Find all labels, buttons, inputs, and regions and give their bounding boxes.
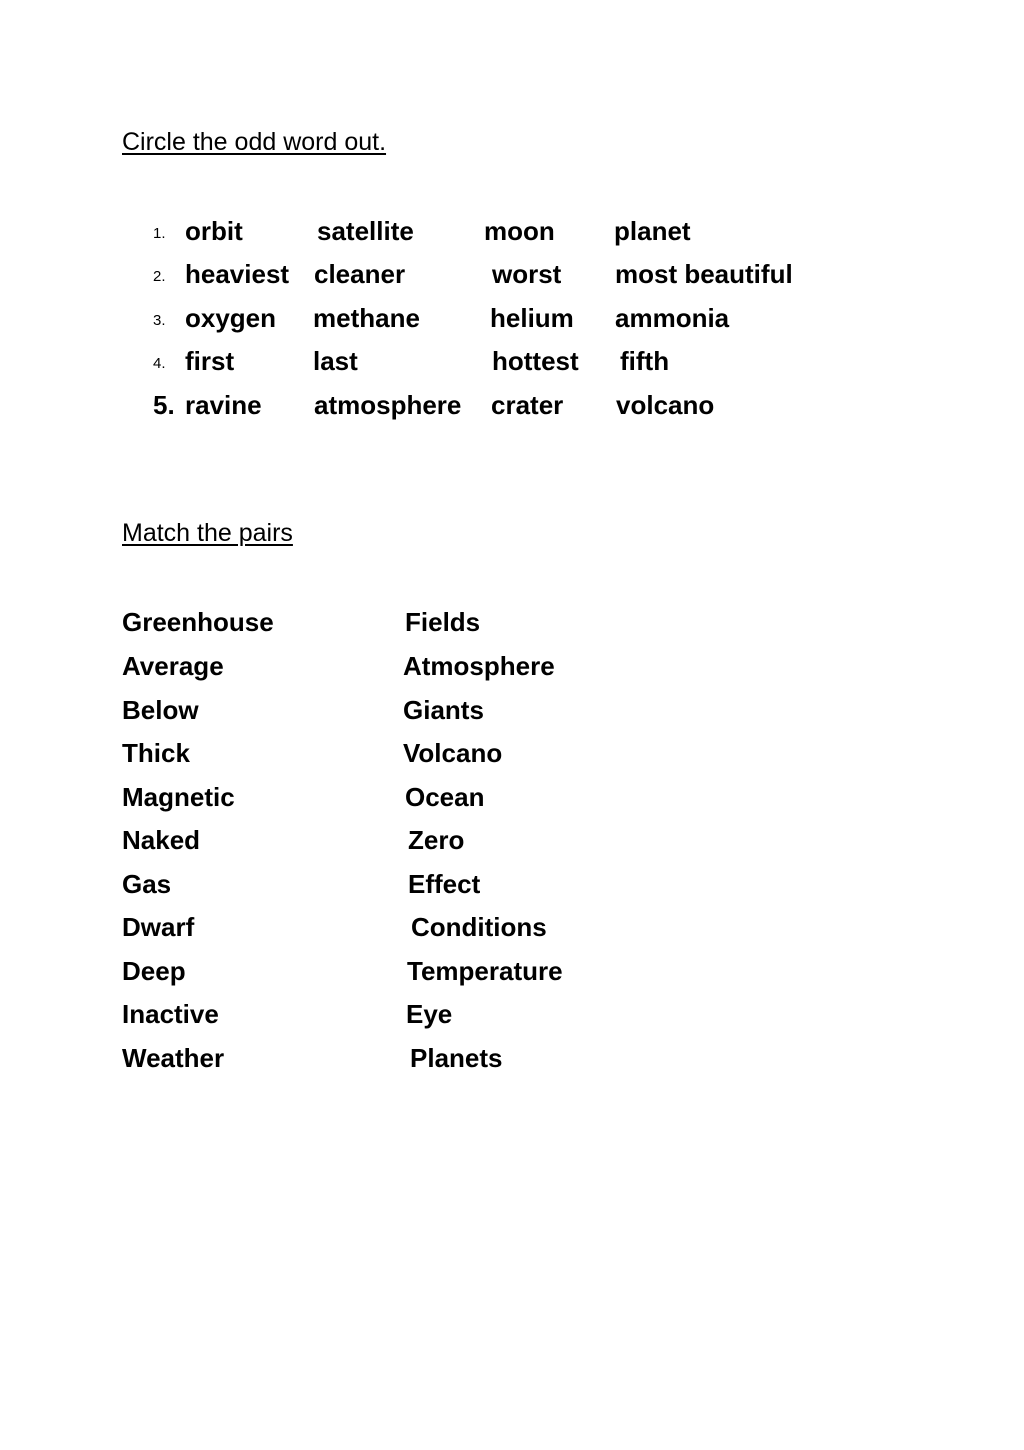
word: planet bbox=[614, 216, 691, 246]
word: crater bbox=[491, 390, 564, 420]
row-number: 5. bbox=[153, 390, 175, 420]
word: most beautiful bbox=[615, 259, 793, 289]
word: methane bbox=[313, 303, 420, 333]
pair-row bbox=[0, 607, 1024, 641]
pair-right: Temperature bbox=[407, 956, 563, 986]
pair-left: Below bbox=[122, 695, 199, 725]
pair-right: Atmosphere bbox=[403, 651, 555, 681]
pair-left: Thick bbox=[122, 738, 190, 768]
pair-row bbox=[0, 651, 1024, 685]
pair-row bbox=[0, 956, 1024, 990]
word: heaviest bbox=[185, 259, 290, 289]
pair-left: Deep bbox=[122, 956, 186, 986]
word: helium bbox=[490, 303, 574, 333]
word: hottest bbox=[492, 346, 579, 376]
odd-word-row bbox=[0, 216, 1024, 250]
word: worst bbox=[492, 259, 562, 289]
pair-right: Planets bbox=[410, 1043, 503, 1073]
row-number: 2. bbox=[153, 268, 166, 285]
pair-row bbox=[0, 869, 1024, 903]
odd-word-row bbox=[0, 259, 1024, 293]
pair-left: Weather bbox=[122, 1043, 225, 1073]
pair-left: Greenhouse bbox=[122, 607, 274, 637]
pair-row bbox=[0, 912, 1024, 946]
pair-left: Inactive bbox=[122, 999, 219, 1029]
section-heading-odd-word-out: Circle the odd word out. bbox=[122, 128, 387, 156]
word: fifth bbox=[620, 346, 670, 376]
pair-row bbox=[0, 695, 1024, 729]
word: satellite bbox=[317, 216, 414, 246]
pair-row bbox=[0, 999, 1024, 1033]
pair-left: Gas bbox=[122, 869, 172, 899]
row-number: 1. bbox=[153, 225, 166, 242]
pair-right: Zero bbox=[408, 825, 465, 855]
row-number: 4. bbox=[153, 355, 166, 372]
word: orbit bbox=[185, 216, 243, 246]
word: cleaner bbox=[314, 259, 406, 289]
pair-right: Giants bbox=[403, 695, 484, 725]
section-heading-match-pairs: Match the pairs bbox=[122, 519, 293, 547]
pair-right: Effect bbox=[408, 869, 481, 899]
word: oxygen bbox=[185, 303, 277, 333]
pair-row bbox=[0, 825, 1024, 859]
word: first bbox=[185, 346, 235, 376]
pair-right: Fields bbox=[405, 607, 481, 637]
pair-right: Ocean bbox=[405, 782, 485, 812]
word: ammonia bbox=[615, 303, 730, 333]
odd-word-row bbox=[0, 346, 1024, 380]
word: moon bbox=[484, 216, 555, 246]
word: atmosphere bbox=[314, 390, 462, 420]
pair-right: Conditions bbox=[411, 912, 547, 942]
pair-row bbox=[0, 1043, 1024, 1077]
row-number: 3. bbox=[153, 312, 166, 329]
pair-left: Magnetic bbox=[122, 782, 235, 812]
word: volcano bbox=[616, 390, 715, 420]
pair-row bbox=[0, 738, 1024, 772]
pair-left: Dwarf bbox=[122, 912, 195, 942]
word: last bbox=[313, 346, 358, 376]
odd-word-row bbox=[0, 303, 1024, 337]
odd-word-row bbox=[0, 390, 1024, 424]
pair-left: Naked bbox=[122, 825, 201, 855]
pair-row bbox=[0, 782, 1024, 816]
pair-left: Average bbox=[122, 651, 224, 681]
word: ravine bbox=[185, 390, 262, 420]
pair-right: Eye bbox=[406, 999, 453, 1029]
pair-right: Volcano bbox=[403, 738, 503, 768]
